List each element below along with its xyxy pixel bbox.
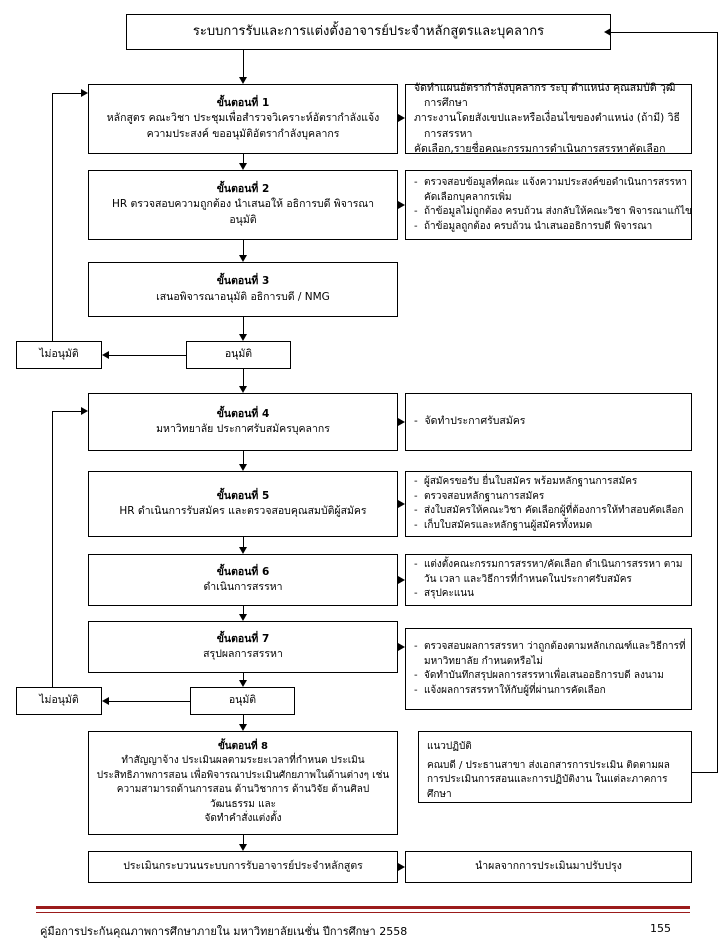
decision-approve-2 bbox=[190, 687, 295, 715]
step7-detail-arrow bbox=[398, 643, 405, 651]
step-1-detail-box bbox=[405, 81, 692, 155]
step-2-detail-box bbox=[405, 170, 692, 240]
evaluation-left-label: ประเมินกระบวนนระบบการรับอาจารย์ประจำหลักสูตร bbox=[123, 860, 363, 873]
step5-detail-arrow bbox=[398, 500, 405, 508]
footer-rule-thin bbox=[36, 912, 690, 913]
reject2-loopback-vline bbox=[52, 411, 53, 688]
decision-approve-1 bbox=[186, 341, 291, 369]
title-right-arrow bbox=[604, 28, 611, 36]
step-7-detail-1: - ตรวจสอบผลการสรรหา ว่าถูกต้องตามหลักเกณฑ์และวิธีการที่มหาวิทยาลัย กำหนดหรือไม่ bbox=[414, 641, 686, 667]
step6-to-step7-arrow bbox=[239, 614, 247, 621]
eval-left-to-right-arrow bbox=[398, 863, 405, 871]
title-right-return-vline bbox=[717, 32, 718, 772]
evaluation-right-label: นำผลจากการประเมินมาปรับปรุง bbox=[475, 860, 622, 873]
step-4-detail-1: - จัดทำประกาศรับสมัคร bbox=[414, 415, 526, 428]
step-2-detail-2: - ถ้าข้อมูลไม่ถูกต้อง ครบถ้วน ส่งกลับให้คณะวิชา พิจารณาแก้ไข bbox=[414, 206, 692, 217]
step-4-line-1: มหาวิทยาลัย ประกาศรับสมัครบุคลากร bbox=[156, 423, 330, 435]
footer-page-number: 155 bbox=[650, 922, 671, 935]
approve1-to-reject1-arrow bbox=[102, 351, 109, 359]
step-2-box bbox=[88, 170, 398, 240]
step4-to-step5-vline bbox=[243, 451, 244, 464]
approve1-to-step4-arrow bbox=[239, 386, 247, 393]
step2-detail-arrow bbox=[398, 201, 405, 209]
step-8-detail-box bbox=[418, 731, 692, 803]
step-8-detail-title: แนวปฏิบัติ bbox=[427, 741, 472, 752]
step-1-line-1: หลักสูตร คณะวิชา ประชุมเพื่อสำรวจวิเคราะห์อัตรากำลังแจ้ง bbox=[106, 112, 380, 125]
approve1-to-reject1-hline bbox=[109, 355, 187, 356]
step-3-line-1: เสนอพิจารณาอนุมัติ อธิการบดี / NMG bbox=[156, 290, 330, 303]
step-1-line-2: ความประสงค์ ขออนุมัติอัตรากำลังบุคลากร bbox=[146, 127, 340, 140]
step-7-detail-2: - จัดทำบันทึกสรุปผลการสรรหาเพื่อเสนออธิการบดี ลงนาม bbox=[414, 670, 664, 681]
step1-to-step2-vline bbox=[243, 154, 244, 163]
step-5-detail-1: - ผู้สมัครขอรับ ยื่นใบสมัคร พร้อมหลักฐานการสมัคร bbox=[414, 476, 638, 487]
decision-reject-1 bbox=[16, 341, 102, 369]
step-7-detail-box bbox=[405, 628, 692, 710]
step2-to-step3-arrow bbox=[239, 255, 247, 262]
step-5-detail-2: - ตรวจสอบหลักฐานการสมัคร bbox=[414, 490, 545, 502]
step2-to-step3-vline bbox=[243, 240, 244, 255]
step-2-line-2: อนุมัติ bbox=[229, 213, 257, 226]
footer-rule-thick bbox=[36, 906, 690, 909]
title-to-step1-vline bbox=[243, 50, 244, 77]
step-8-line-4: จัดทำคำสั่งแต่งตั้ง bbox=[204, 813, 282, 824]
diagram-title-box bbox=[126, 14, 611, 50]
reject1-loopback-vline bbox=[52, 93, 53, 342]
step-8-line-1: ทำสัญญาจ้าง ประเมินผลตามระยะเวลาที่กำหนด ประเมิน bbox=[121, 755, 365, 766]
step-2-detail-3: - ถ้าข้อมูลถูกต้อง ครบถ้วน นำเสนออธิการบดี พิจารณา bbox=[414, 220, 653, 232]
step-4-box bbox=[88, 393, 398, 451]
step8-to-eval-vline bbox=[243, 835, 244, 844]
reject2-loopback-hline bbox=[52, 411, 81, 412]
footer-caption: คู่มือการประกันคุณภาพการศึกษาภายใน มหาวิทยาลัยเนชั่น ปีการศึกษา 2558 bbox=[40, 925, 408, 938]
step-5-box bbox=[88, 471, 398, 537]
step1-to-step2-arrow bbox=[239, 163, 247, 170]
step-5-detail-4: - เก็บใบสมัครและหลักฐานผู้สมัครทั้งหมด bbox=[414, 519, 593, 531]
step-3-box bbox=[88, 262, 398, 317]
step-5-detail-box bbox=[405, 471, 692, 537]
approve2-to-reject2-arrow bbox=[102, 697, 109, 705]
step-6-detail-1: - แต่งตั้งคณะกรรมการสรรหา/คัดเลือก ดำเนินการสรรหา ตามวัน เวลา และวิธีการที่กำหนดในประกาศรับสมัคร bbox=[414, 559, 683, 585]
reject2-loopback-arrow bbox=[81, 407, 88, 415]
approve2-to-step8-arrow bbox=[239, 724, 247, 731]
approve1-to-step4-vline bbox=[243, 369, 244, 386]
step7-to-approve2-arrow bbox=[239, 680, 247, 687]
step8-to-eval-arrow bbox=[239, 844, 247, 851]
step-4-heading: ขั้นตอนที่ 4 bbox=[216, 407, 270, 420]
approve2-to-reject2-hline bbox=[109, 701, 191, 702]
step-2-detail-1: - ตรวจสอบข้อมูลที่คณะ แจ้งความประสงค์ขอดำเนินการสรรหา คัดเลือกบุคลากรเพิ่ม bbox=[414, 177, 688, 203]
step-8-heading: ขั้นตอนที่ 8 bbox=[217, 740, 269, 752]
decision-reject-2-label: ไม่อนุมัติ bbox=[39, 694, 79, 707]
step5-to-step6-arrow bbox=[239, 547, 247, 554]
approve2-to-step8-vline bbox=[243, 715, 244, 724]
evaluation-right-box bbox=[405, 851, 692, 883]
step-7-heading: ขั้นตอนที่ 7 bbox=[216, 632, 270, 645]
step6-detail-arrow bbox=[398, 576, 405, 584]
step1-detail-arrow bbox=[398, 114, 405, 122]
step-7-box bbox=[88, 621, 398, 673]
step-6-line-1: ดำเนินการสรรหา bbox=[203, 581, 283, 593]
step-8-line-3: ความสามารถด้านการสอน ด้านวิชาการ ด้านวิจัย ด้านศิลปวัฒนธรรม และ bbox=[116, 784, 370, 810]
step-5-detail-3: - ส่งใบสมัครให้คณะวิชา คัดเลือกผู้ที่ต้องการให้ทำสอบคัดเลือก bbox=[414, 505, 684, 516]
title-to-step1-arrow bbox=[239, 77, 247, 84]
step-8-detail-1: คณบดี / ประธานสาขา ส่งเอกสารการประเมิน ติดตามผลการประเมินการสอนและการปฏิบัติงาน ในแต่ละภาคการศึกษา bbox=[427, 759, 670, 800]
step-1-heading: ขั้นตอนที่ 1 bbox=[216, 97, 270, 110]
evaluation-left-box bbox=[88, 851, 398, 883]
diagram-title: ระบบการรับและการแต่งตั้งอาจารย์ประจำหลักสูตรและบุคลากร bbox=[192, 23, 545, 39]
reject1-loopback-arrow bbox=[81, 89, 88, 97]
step-2-heading: ขั้นตอนที่ 2 bbox=[216, 183, 270, 196]
step7-to-approve2-vline bbox=[243, 673, 244, 680]
step5-to-step6-vline bbox=[243, 537, 244, 547]
step4-detail-arrow bbox=[398, 418, 405, 426]
decision-approve-1-label: อนุมัติ bbox=[224, 348, 253, 361]
step6-to-step7-vline bbox=[243, 606, 244, 614]
step-8-line-2: ประสิทธิภาพการสอน เพื่อพิจารณาประเมินศักยภาพในด้านต่างๆ เช่น bbox=[96, 769, 390, 781]
step3-to-approve-vline bbox=[243, 317, 244, 334]
step-7-detail-3: - แจ้งผลการสรรหาให้กับผู้ที่ผ่านการคัดเลือก bbox=[414, 684, 606, 696]
step-7-line-1: สรุปผลการสรรหา bbox=[203, 648, 283, 660]
decision-approve-2-label: อนุมัติ bbox=[228, 694, 257, 707]
step-8-box bbox=[88, 731, 398, 835]
decision-reject-2 bbox=[16, 687, 102, 715]
step-5-line-1: HR ดำเนินการรับสมัคร และตรวจสอบคุณสมบัติผู้สมัคร bbox=[119, 505, 367, 517]
step-6-heading: ขั้นตอนที่ 6 bbox=[216, 565, 270, 578]
step-6-detail-box bbox=[405, 554, 692, 606]
step-3-heading: ขั้นตอนที่ 3 bbox=[216, 275, 270, 288]
reject1-loopback-hline bbox=[52, 93, 81, 94]
step3-to-approve-arrow bbox=[239, 334, 247, 341]
step-4-detail-box bbox=[405, 393, 692, 451]
step-1-box bbox=[88, 84, 398, 154]
decision-reject-1-label: ไม่อนุมัติ bbox=[39, 348, 79, 361]
step-6-box bbox=[88, 554, 398, 606]
step-1-detail-1: จัดทำแผนอัตรากำลังบุคลากร ระบุ ตำแหน่ง คุณสมบัติ วุฒิการศึกษา bbox=[414, 81, 676, 110]
step-1-detail-2: ภาระงานโดยสังเขปและหรือเงื่อนไขของตำแหน่ง (ถ้ามี) วิธีการสรรหา bbox=[414, 112, 680, 140]
step4-to-step5-arrow bbox=[239, 464, 247, 471]
step-6-detail-2: - สรุปคะแนน bbox=[414, 588, 474, 600]
step-2-line-1: HR ตรวจสอบความถูกต้อง นำเสนอให้ อธิการบดี พิจารณา bbox=[111, 198, 375, 211]
step-5-heading: ขั้นตอนที่ 5 bbox=[216, 489, 270, 502]
step-1-detail-3: คัดเลือก,รายชื่อคณะกรรมการดำเนินการสรรหาคัดเลือก bbox=[414, 142, 666, 155]
title-right-top-hline bbox=[611, 32, 718, 33]
step8-right-return-hline bbox=[692, 772, 718, 773]
